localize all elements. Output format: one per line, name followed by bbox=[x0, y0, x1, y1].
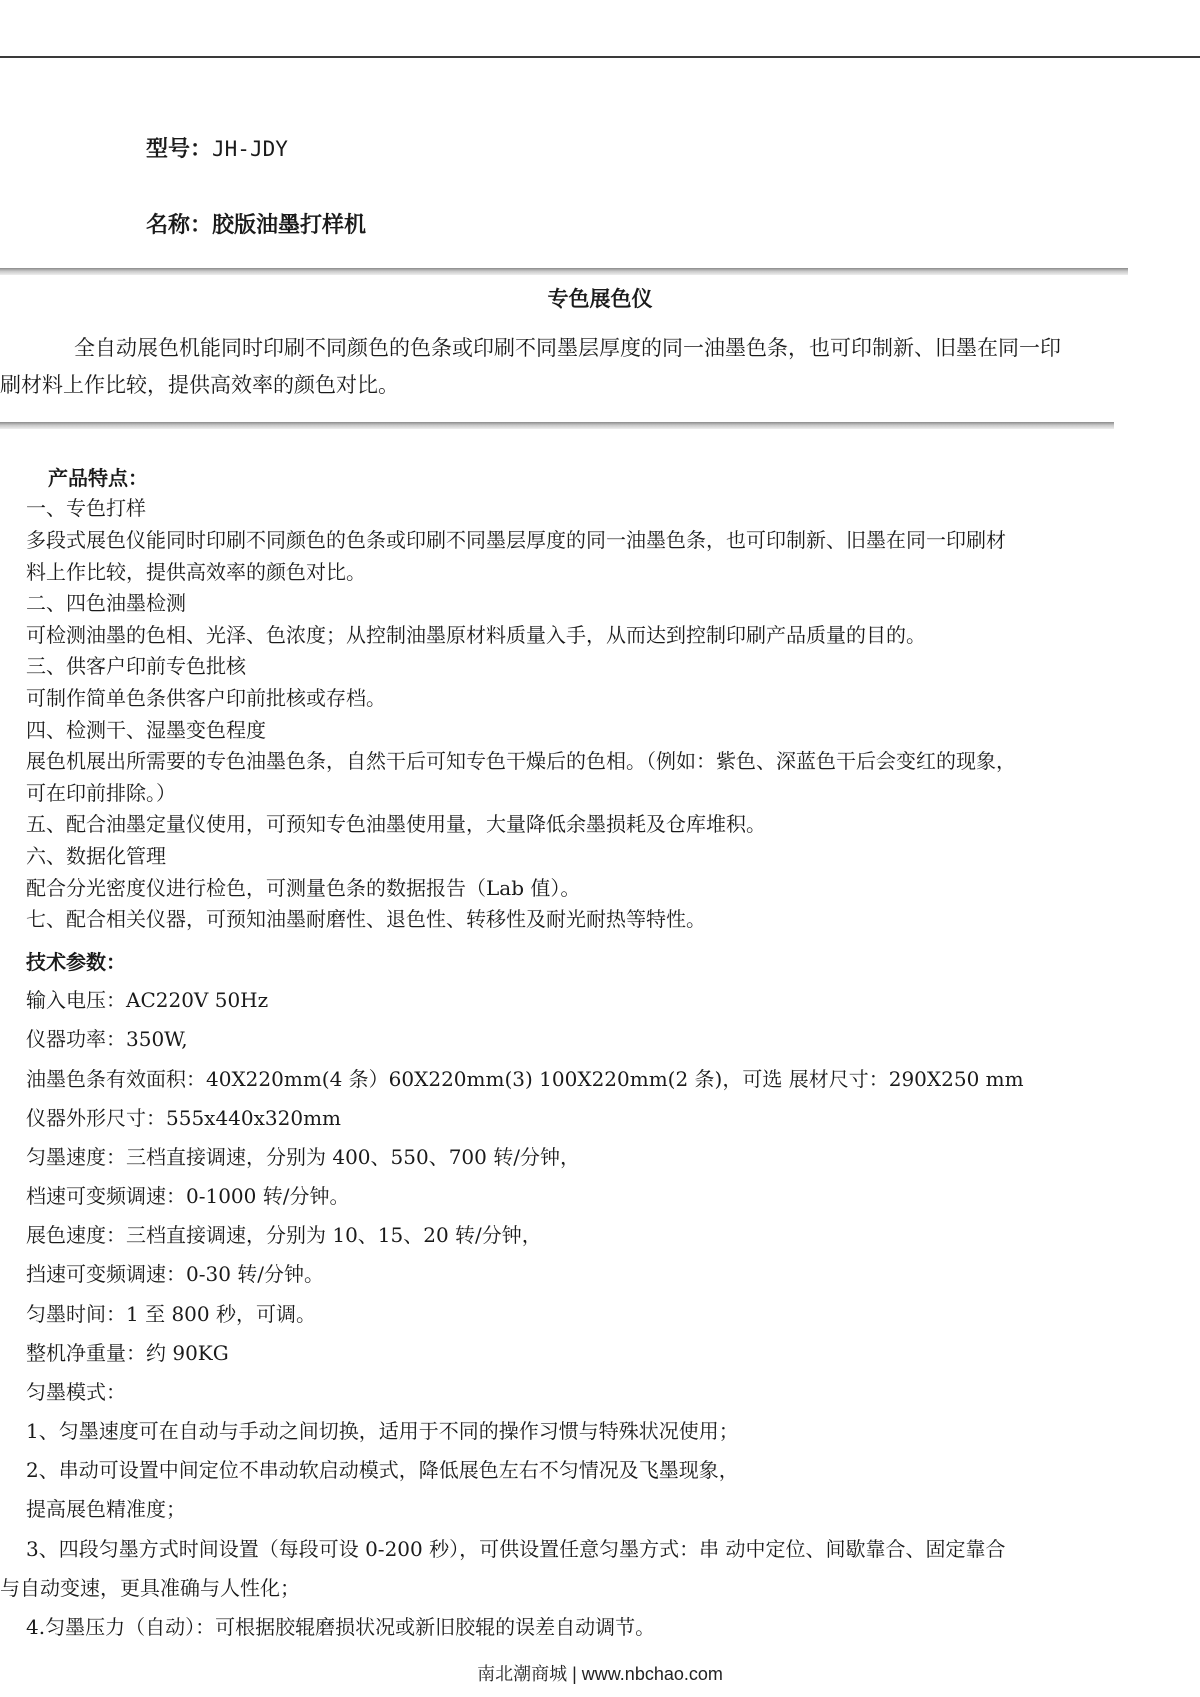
spec-line: 输入电压：AC220V 50Hz bbox=[26, 988, 269, 1012]
feature-line: 七、配合相关仪器，可预知油墨耐磨性、退色性、转移性及耐光耐热等特性。 bbox=[26, 907, 706, 931]
feature-line: 可检测油墨的色相、光泽、色浓度；从控制油墨原材料质量入手，从而达到控制印刷产品质量的目的。 bbox=[26, 623, 926, 647]
intro-line-2: 刷材料上作比较，提供高效率的颜色对比。 bbox=[0, 373, 399, 397]
spec-line: 整机净重量：约 90KG bbox=[26, 1341, 229, 1365]
spec-line: 档速可变频调速：0-1000 转/分钟。 bbox=[26, 1184, 350, 1208]
name-label: 名称： bbox=[146, 213, 213, 238]
spec-line: 与自动变速，更具准确与人性化； bbox=[0, 1576, 300, 1600]
specs-heading: 技术参数： bbox=[26, 950, 126, 974]
feature-line: 展色机展出所需要的专色油墨色条，自然干后可知专色干燥后的色相。（例如：紫色、深蓝色干后会变红的现象， bbox=[26, 749, 1016, 773]
spec-line: 展色速度：三档直接调速，分别为 10、15、20 转/分钟， bbox=[26, 1223, 542, 1247]
footer: 南北潮商城 | www.nbchao.com bbox=[477, 1664, 723, 1684]
spec-line: 提高展色精准度； bbox=[26, 1497, 186, 1521]
features-heading: 产品特点： bbox=[48, 466, 148, 490]
spec-line: 挡速可变频调速：0-30 转/分钟。 bbox=[26, 1262, 325, 1286]
spec-line: 匀墨速度：三档直接调速，分别为 400、550、700 转/分钟， bbox=[26, 1145, 580, 1169]
spec-line: 3、四段匀墨方式时间设置（每段可设 0-200 秒），可供设置任意匀墨方式：串 动中定位、间歇靠合、固定靠合 bbox=[26, 1537, 1006, 1561]
top-rule bbox=[0, 56, 1200, 58]
feature-line: 配合分光密度仪进行检色，可测量色条的数据报告（Lab 值）。 bbox=[26, 876, 581, 900]
model-line bbox=[146, 132, 288, 163]
spec-line: 匀墨时间：1 至 800 秒，可调。 bbox=[26, 1302, 316, 1326]
section-divider-bottom bbox=[0, 422, 1114, 429]
name-line bbox=[146, 208, 366, 239]
intro-title: 专色展色仪 bbox=[547, 287, 653, 311]
feature-line: 多段式展色仪能同时印刷不同颜色的色条或印刷不同墨层厚度的同一油墨色条，也可印制新、旧墨在同一印刷材 bbox=[26, 528, 1006, 552]
spec-line: 1、匀墨速度可在自动与手动之间切换，适用于不同的操作习惯与特殊状况使用； bbox=[26, 1419, 739, 1443]
feature-line: 一、专色打样 bbox=[26, 496, 146, 520]
feature-line: 料上作比较，提供高效率的颜色对比。 bbox=[26, 560, 366, 584]
spec-line: 2、串动可设置中间定位不串动软启动模式，降低展色左右不匀情况及飞墨现象， bbox=[26, 1458, 739, 1482]
feature-line: 三、供客户印前专色批核 bbox=[26, 654, 246, 678]
feature-line: 六、数据化管理 bbox=[26, 844, 166, 868]
feature-line: 可制作简单色条供客户印前批核或存档。 bbox=[26, 686, 386, 710]
model-label: 型号： bbox=[146, 137, 213, 162]
spec-line: 油墨色条有效面积：40X220mm(4 条）60X220mm(3) 100X220mm(2 条)，可选 展材尺寸：290X250 mm bbox=[26, 1067, 1024, 1091]
model-value: JH-JDY bbox=[212, 137, 288, 161]
spec-line: 4.匀墨压力（自动）：可根据胶辊磨损状况或新旧胶辊的误差自动调节。 bbox=[26, 1615, 656, 1639]
name-value: 胶版油墨打样机 bbox=[212, 213, 367, 238]
section-divider-top bbox=[0, 268, 1128, 275]
spec-line: 仪器外形尺寸：555x440x320mm bbox=[26, 1106, 342, 1130]
intro-line-1: 全自动展色机能同时印刷不同颜色的色条或印刷不同墨层厚度的同一油墨色条，也可印制新、旧墨在同一印 bbox=[74, 336, 1061, 360]
feature-line: 可在印前排除。） bbox=[26, 781, 176, 805]
feature-line: 四、检测干、湿墨变色程度 bbox=[26, 718, 266, 742]
feature-line: 二、四色油墨检测 bbox=[26, 591, 186, 615]
spec-line: 匀墨模式： bbox=[26, 1380, 126, 1404]
feature-line: 五、配合油墨定量仪使用，可预知专色油墨使用量，大量降低余墨损耗及仓库堆积。 bbox=[26, 812, 766, 836]
spec-line: 仪器功率：350W, bbox=[26, 1027, 188, 1051]
